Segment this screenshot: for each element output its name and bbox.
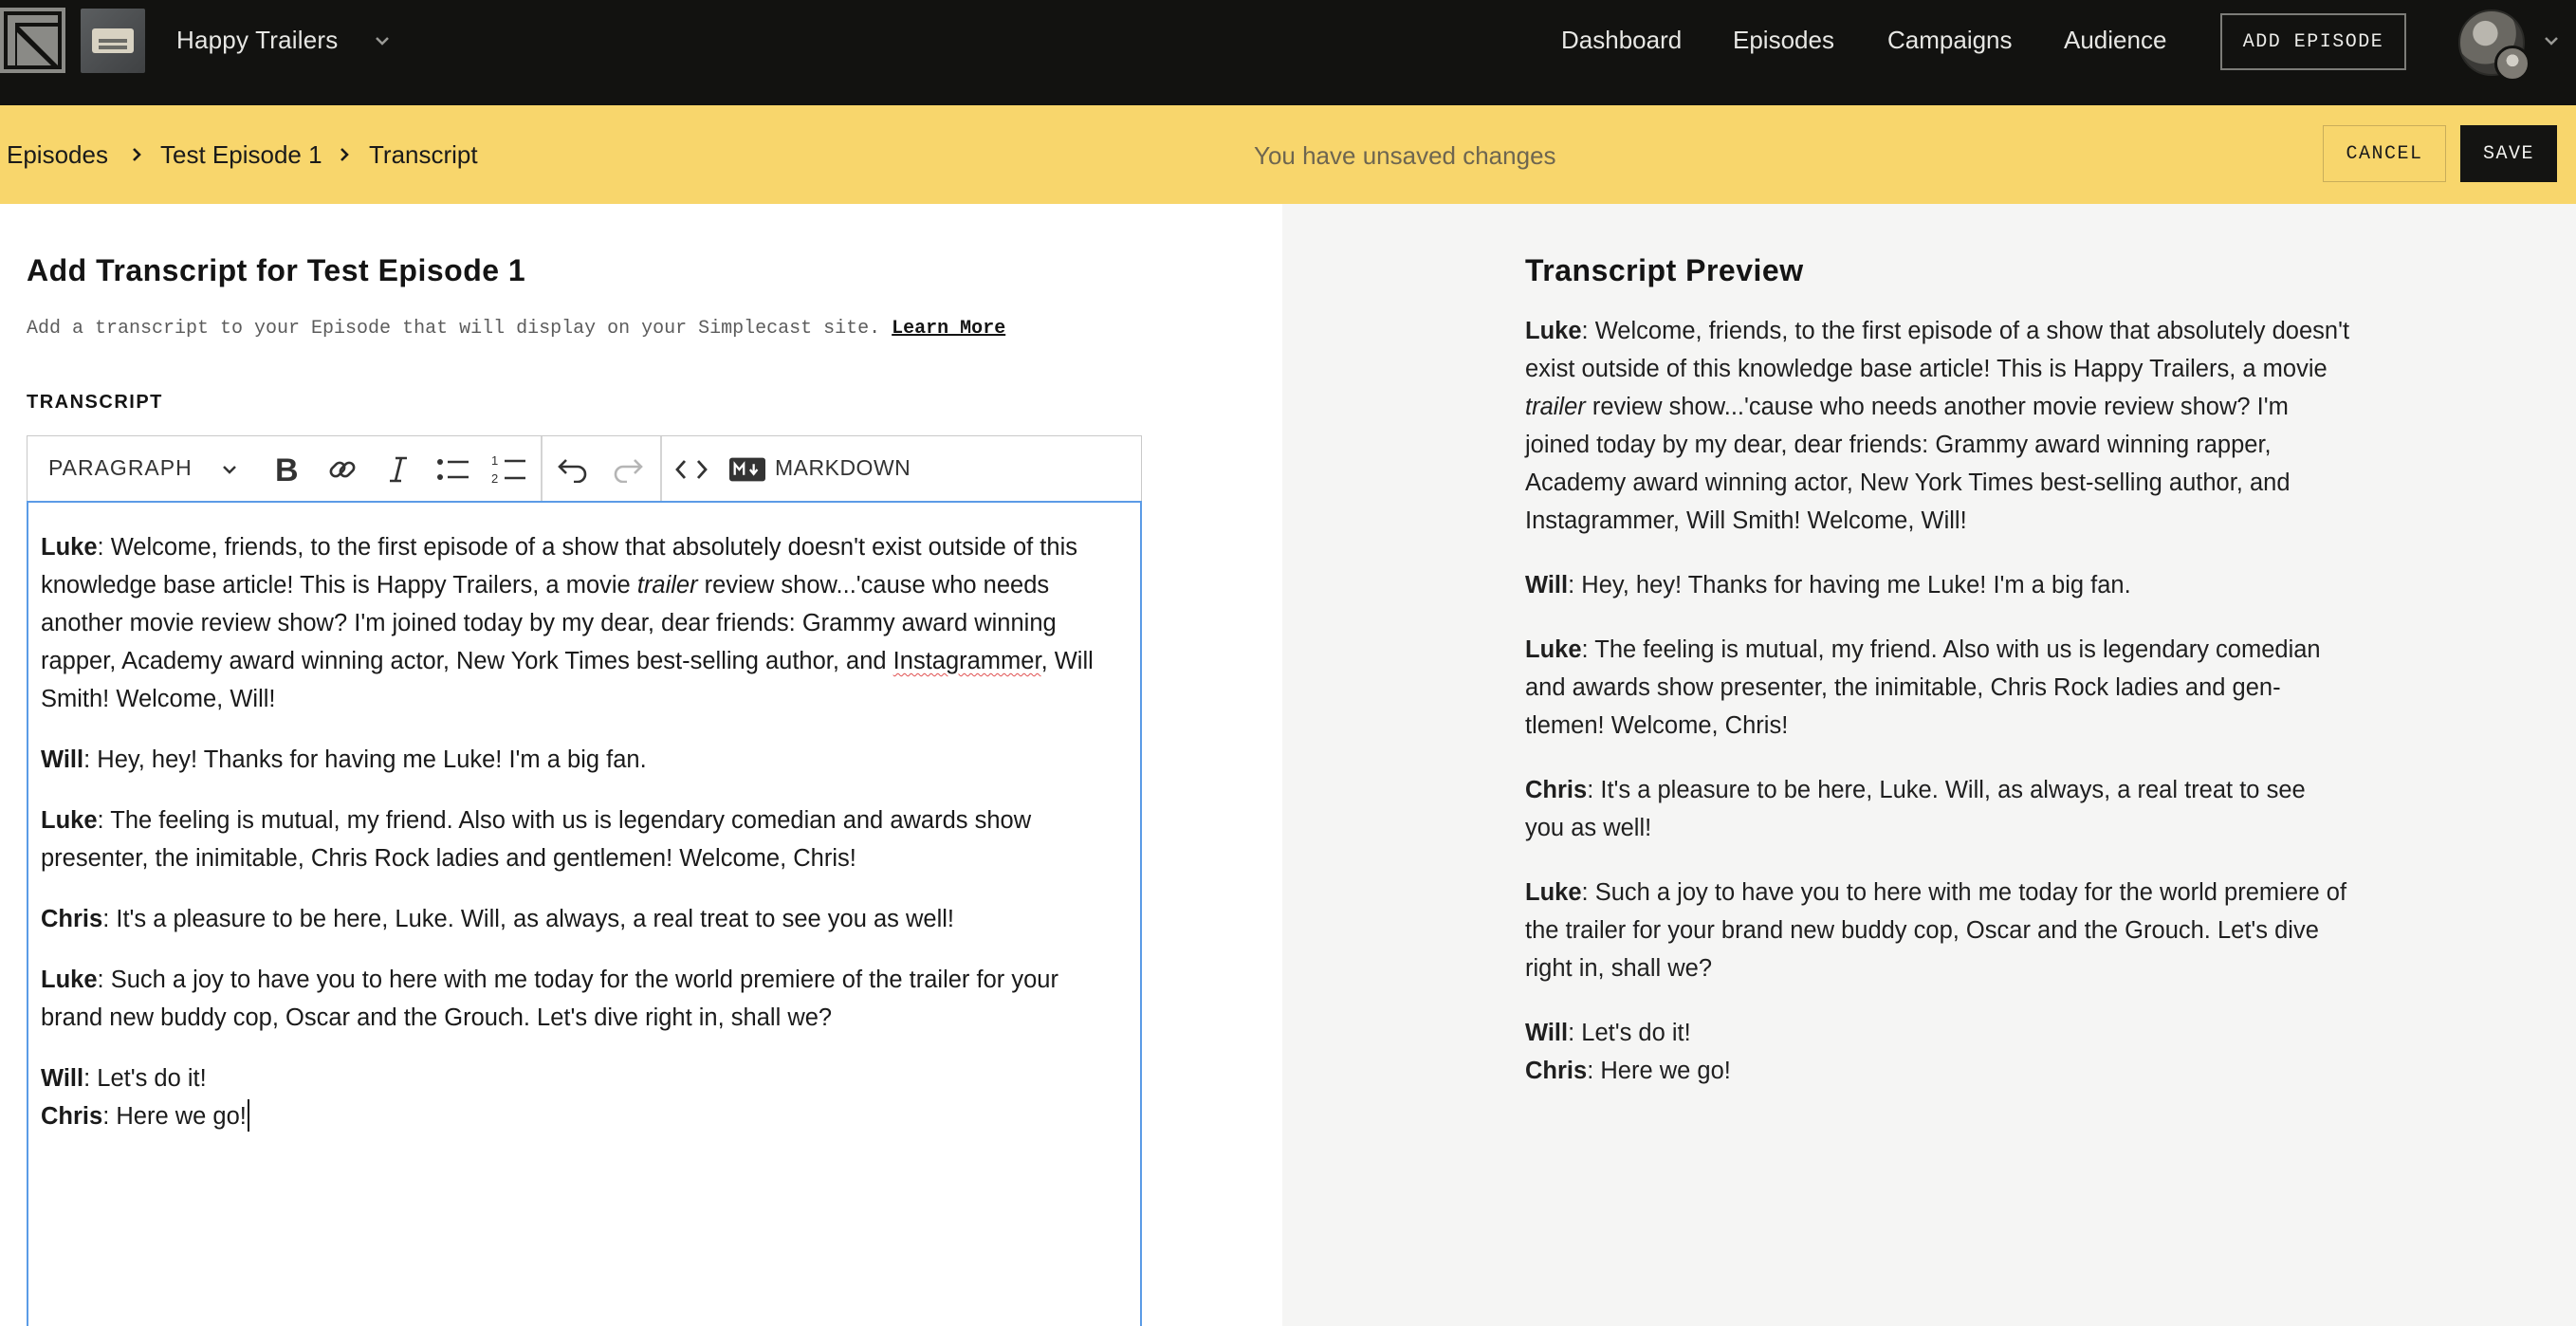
svg-text:B: B: [275, 453, 299, 486]
preview-title: Transcript Preview: [1525, 253, 1804, 287]
editor-pane: [0, 204, 1282, 1326]
nav-episodes[interactable]: Episodes: [1733, 26, 1834, 54]
nav-campaigns[interactable]: Campaigns: [1887, 26, 2013, 54]
preview-paragraph: Luke: Such a joy to have you to here with me today for the world premiere of the trailer for your brand new buddy cop, Oscar and the Grouch. Let's dive right in, shall we?: [1525, 879, 2347, 982]
chevron-down-icon[interactable]: [219, 459, 240, 480]
breadcrumb-episodes[interactable]: Episodes: [7, 140, 108, 169]
undo-icon[interactable]: [555, 451, 591, 488]
unsaved-changes-bar: [0, 105, 2576, 204]
preview-paragraph: Chris: It's a pleasure to be here, Luke. Will, as always, a real treat to see you as well!: [1525, 777, 2306, 841]
description-text: Add a transcript to your Episode that will display on your Simplecast site.: [27, 318, 881, 340]
text-cursor: [248, 1099, 249, 1132]
preview-paragraph: Will: Let's do it!: [1525, 1020, 1691, 1046]
nav-audience[interactable]: Audience: [2064, 26, 2167, 54]
transcript-paragraph: Luke: Welcome, friends, to the first episode of a show that absolutely doesn't exist outside of this knowledge base article! This is Happy Trailers, a movie trailer review show...'cause who needs another movie review show? I'm joined today by my dear, dear friends: Grammy award winning rapper, Academy award winning actor, New York Times best-selling author, and Instagrammer, Will Smith! Welcome, Will!: [41, 534, 1094, 712]
italic-icon[interactable]: [380, 451, 416, 488]
nav-dashboard[interactable]: Dashboard: [1561, 26, 1683, 54]
code-icon[interactable]: [673, 451, 709, 488]
preview-paragraph: Luke: The feeling is mutual, my friend. Also with us is legendary comedian and awards show presenter, the inimitable, Chris Rock ladies and gentlemen! Welcome, Chris!: [1525, 636, 2321, 739]
add-episode-button[interactable]: ADD EPISODE: [2220, 13, 2406, 70]
cancel-button[interactable]: CANCEL: [2323, 125, 2446, 182]
svg-text:1: 1: [491, 453, 499, 468]
page-title: Add Transcript for Test Episode 1: [27, 253, 526, 287]
transcript-paragraph: Chris: It's a pleasure to be here, Luke. Will, as always, a real treat to see you as well!: [41, 906, 954, 932]
chevron-right-icon: [129, 147, 144, 162]
chevron-down-icon[interactable]: [372, 30, 393, 51]
markdown-toggle[interactable]: MARKDOWN: [775, 455, 911, 480]
transcript-paragraph: Luke: Such a joy to have you to here with me today for the world premiere of the trailer for your brand new buddy cop, Oscar and the Grouch. Let's dive right in, shall we?: [41, 967, 1058, 1031]
transcript-paragraph: Chris: Here we go!: [41, 1097, 1127, 1135]
transcript-preview: [1525, 312, 2350, 1090]
chevron-down-icon[interactable]: [2542, 31, 2561, 50]
breadcrumb-episode[interactable]: Test Episode 1: [160, 140, 322, 169]
redo-icon[interactable]: [610, 451, 646, 488]
editor-toolbar: [27, 435, 1142, 502]
transcript-paragraph: Will: Let's do it!: [41, 1065, 207, 1092]
breadcrumb-transcript: Transcript: [369, 140, 478, 169]
markdown-icon[interactable]: [729, 451, 765, 488]
chevron-right-icon: [337, 147, 352, 162]
preview-paragraph: Chris: Here we go!: [1525, 1058, 1731, 1084]
unsaved-changes-notice: You have unsaved changes: [1254, 141, 1556, 170]
preview-paragraph: Luke: Welcome, friends, to the first episode of a show that absolutely doesn't exist outside of this knowledge base article! This is Happy Trailers, a movie trailer review show...'cause who needs another movie review show? I'm joined today by my dear, dear friends: Grammy award winning rapper, Academy award winning actor, New York Times best-selling author, and Instagrammer, Will Smith! Welcome, Will!: [1525, 318, 2350, 534]
bullet-list-icon[interactable]: [435, 451, 471, 488]
save-button[interactable]: SAVE: [2460, 125, 2557, 182]
svg-text:2: 2: [491, 471, 499, 486]
bold-icon[interactable]: [268, 451, 304, 488]
toolbar-divider: [660, 436, 662, 501]
toolbar-divider: [541, 436, 543, 501]
learn-more-link[interactable]: Learn More: [892, 318, 1006, 340]
numbered-list-icon[interactable]: [491, 451, 527, 488]
podcast-avatar-badge: [2494, 46, 2530, 82]
top-navigation: [0, 0, 2576, 105]
simplecast-logo-icon[interactable]: [0, 8, 65, 73]
show-name[interactable]: Happy Trailers: [176, 26, 339, 54]
preview-pane: [1282, 204, 2576, 1326]
transcript-paragraph: Will: Hey, hey! Thanks for having me Luke! I'm a big fan.: [41, 746, 647, 773]
preview-paragraph: Will: Hey, hey! Thanks for having me Luke! I'm a big fan.: [1525, 572, 2131, 599]
format-select[interactable]: PARAGRAPH: [48, 455, 193, 480]
show-artwork[interactable]: [81, 9, 145, 73]
transcript-section-label: TRANSCRIPT: [27, 392, 163, 413]
spellcheck-word: Instagrammer: [892, 648, 1041, 674]
transcript-paragraph: Luke: The feeling is mutual, my friend. Also with us is legendary comedian and awards show presenter, the inimitable, Chris Rock ladies and gentlemen! Welcome, Chris!: [41, 807, 1032, 872]
link-icon[interactable]: [324, 451, 360, 488]
editor-description: [27, 318, 1005, 340]
transcript-editor[interactable]: [27, 501, 1142, 1326]
